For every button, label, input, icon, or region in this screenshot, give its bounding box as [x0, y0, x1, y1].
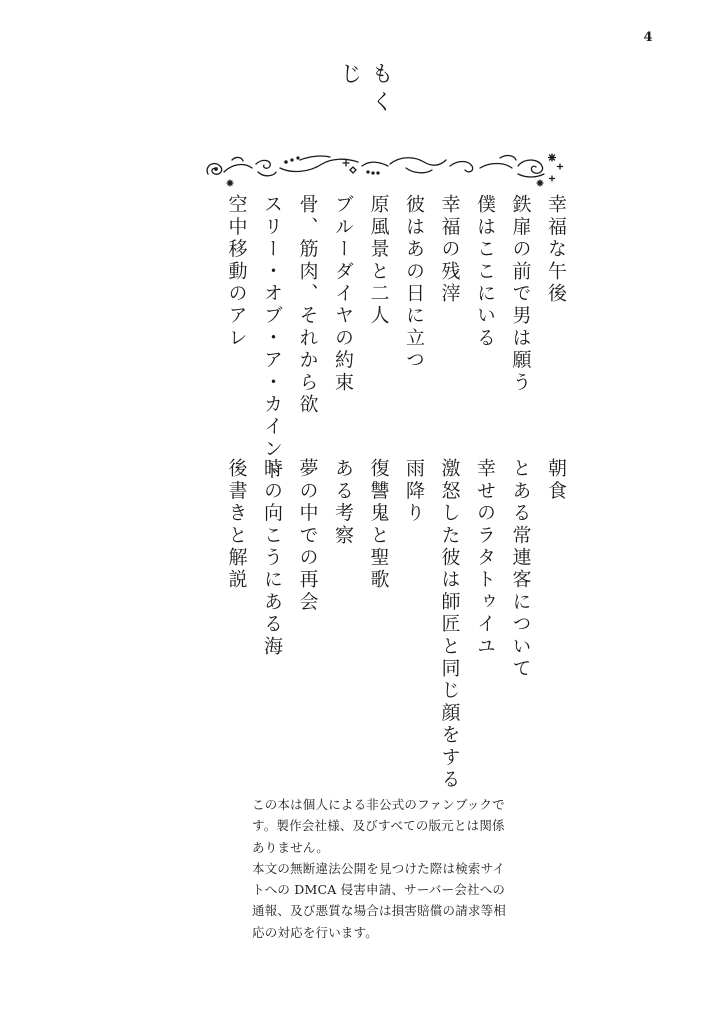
toc-entry: 彼はあの日に立つ [403, 194, 425, 372]
toc-entry: 雨降り [403, 458, 425, 525]
toc-entry: 夢の中での再会 [296, 458, 319, 614]
notice-line: トへの DMCA 侵害申請、サーバー会社への [252, 882, 506, 898]
toc-entry: 鉄扉の前で男は願う [509, 194, 532, 394]
toc-entry: 幸福な午後 [545, 194, 567, 305]
decorative-divider [200, 146, 580, 192]
notice-line: 応の対応を行います。 [252, 924, 379, 940]
toc-entry: 復讐鬼と聖歌 [367, 458, 390, 592]
toc-entry: 激怒した彼は師匠と同じ顔をする [438, 458, 461, 791]
toc-entry: 空中移動のアレ [225, 194, 248, 350]
toc-bottom-column-group [218, 458, 573, 791]
toc-entry: 後書きと解説 [225, 458, 248, 592]
toc-entry: スリー・オブ・ア・カインド [261, 194, 283, 483]
toc-entry: とある常連客について [509, 458, 532, 680]
toc-entry: 僕はここにいる [474, 194, 496, 350]
toc-entry: ブルーダイヤの約束 [332, 194, 354, 394]
notice-line: 通報、及び悪質な場合は損害賠償の請求等相 [252, 903, 507, 919]
notice-line: この本は個人による非公式のファンブックで [252, 797, 505, 812]
toc-entry: 幸福の残滓 [438, 194, 461, 305]
toc-entry: ある考察 [332, 458, 354, 547]
toc-entry: 原風景と二人 [367, 194, 390, 328]
toc-entry: 骨、筋肉、それから欲 [296, 194, 319, 416]
toc-entry: 幸せのラタトゥイユ [474, 458, 496, 658]
notice-line: す。製作会社様、及びすべての版元とは関係 [252, 818, 505, 834]
toc-entry: 時の向こうにある海 [261, 458, 283, 658]
notice-line: 本文の無断違法公開を見つけた際は検索サイ [252, 860, 506, 876]
disclaimer-notice [252, 794, 542, 943]
page-title: もくじ [337, 62, 393, 118]
page-number: 4 [643, 30, 653, 45]
toc-entry: 朝食 [545, 458, 567, 503]
notice-line: ありません。 [252, 839, 329, 855]
